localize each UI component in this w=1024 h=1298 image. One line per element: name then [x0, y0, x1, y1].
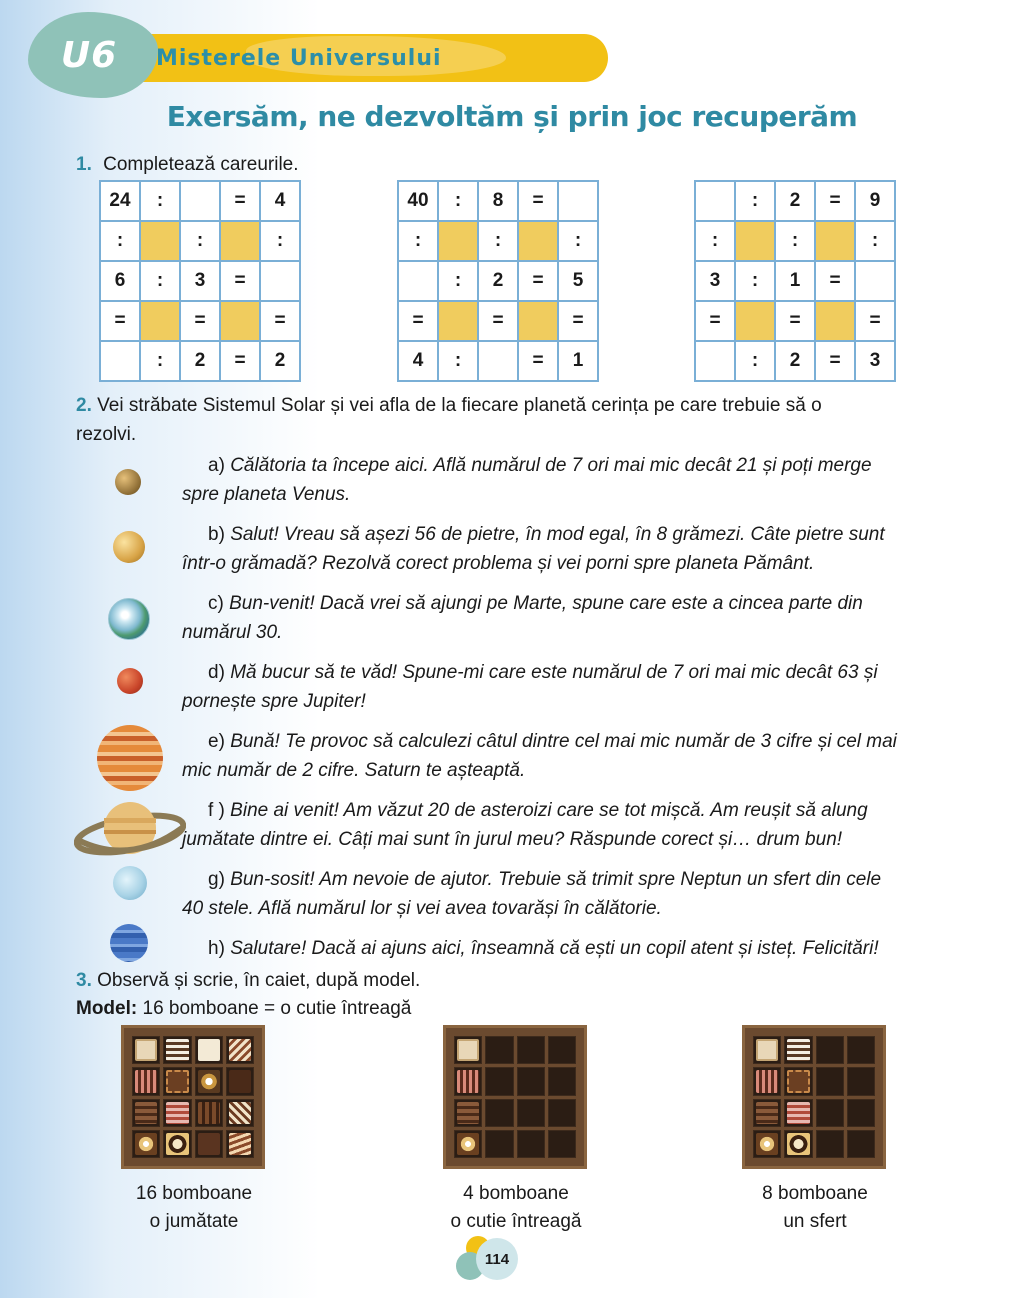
grid-cell — [695, 181, 735, 221]
grid-cell — [518, 221, 558, 261]
grid-cell: = — [775, 301, 815, 341]
candy-slot — [485, 1036, 513, 1064]
candy-icon — [198, 1039, 220, 1061]
candy-slot — [816, 1130, 844, 1158]
grid-cell: = — [815, 261, 855, 301]
candy-icon — [787, 1039, 809, 1061]
question-item — [182, 865, 932, 923]
puzzle-grid-3 — [694, 180, 896, 382]
question-line1 — [182, 451, 932, 480]
question-text: Bun-venit! Dacă vrei să ajungi pe Marte, spune care este a cincea parte din — [229, 593, 863, 614]
grid-cell — [695, 341, 735, 381]
candy-icon — [787, 1133, 809, 1155]
candy-icon — [787, 1070, 809, 1092]
candy-icon — [756, 1070, 778, 1092]
exercise-2-heading — [76, 391, 956, 420]
saturn-icon — [74, 796, 186, 862]
grid-cell: : — [100, 221, 140, 261]
candy-slot — [132, 1130, 160, 1158]
candy-box-3 — [742, 1025, 886, 1169]
grid-cell: = — [100, 301, 140, 341]
grid-cell: : — [140, 181, 180, 221]
candy-slot — [517, 1130, 545, 1158]
grid-cell: : — [478, 221, 518, 261]
grid-cell: 3 — [855, 341, 895, 381]
grid-cell: 5 — [558, 261, 598, 301]
question-label: a) — [208, 455, 225, 476]
grid-cell: = — [260, 301, 300, 341]
grid-cell: = — [220, 261, 260, 301]
candy-slot — [847, 1036, 875, 1064]
question-line1 — [182, 658, 932, 687]
exercise-3-heading — [76, 966, 420, 995]
question-item — [182, 658, 932, 716]
candy-icon — [457, 1133, 479, 1155]
candy-icon — [229, 1133, 251, 1155]
grid-cell: = — [855, 301, 895, 341]
grid-row — [398, 221, 598, 261]
candy-icon — [787, 1102, 809, 1124]
question-text: Bun-sosit! Am nevoie de ajutor. Trebuie să trimit spre Neptun un sfert din cele — [230, 869, 882, 890]
candy-icon — [229, 1039, 251, 1061]
candy-slot — [195, 1067, 223, 1095]
grid-cell: 3 — [180, 261, 220, 301]
candy-slot — [226, 1130, 254, 1158]
candy-icon — [198, 1133, 220, 1155]
question-line2: 40 stele. Află numărul lor și vei avea tovarăși în călătorie. — [182, 898, 662, 919]
question-text: Mă bucur să te văd! Spune-mi care este numărul de 7 ori mai mic decât 63 și — [230, 662, 878, 683]
grid-row — [398, 341, 598, 381]
question-label: c) — [208, 593, 224, 614]
question-line1 — [182, 865, 932, 894]
grid-cell — [518, 301, 558, 341]
candy-slot — [226, 1067, 254, 1095]
question-line2: jumătate dintre ei. Câți mai sunt în jurul meu? Răspunde corect și… drum bun! — [182, 829, 843, 850]
grid-cell — [398, 261, 438, 301]
candy-slot — [517, 1099, 545, 1127]
grid-cell: : — [140, 261, 180, 301]
candy-icon — [457, 1070, 479, 1092]
candy-icon — [135, 1070, 157, 1092]
question-line2: numărul 30. — [182, 622, 283, 643]
uranus-icon — [113, 866, 147, 900]
candy-box-caption-1 — [84, 1180, 304, 1236]
candy-box-caption-3 — [705, 1180, 925, 1236]
candy-icon — [166, 1039, 188, 1061]
grid-cell — [180, 181, 220, 221]
candy-slot — [163, 1099, 191, 1127]
candy-slot — [485, 1130, 513, 1158]
question-line2: spre planeta Venus. — [182, 484, 351, 505]
exercise-number: 1. — [76, 154, 92, 175]
grid-cell: = — [695, 301, 735, 341]
unit-title: Misterele Universului — [156, 46, 442, 71]
grid-cell: : — [180, 221, 220, 261]
question-item — [182, 934, 932, 963]
grid-row — [398, 261, 598, 301]
grid-cell: : — [558, 221, 598, 261]
question-label: g) — [208, 869, 225, 890]
grid-cell: 1 — [558, 341, 598, 381]
question-item — [182, 796, 932, 854]
candy-slot — [548, 1067, 576, 1095]
question-label: e) — [208, 731, 225, 752]
grid-cell — [260, 261, 300, 301]
candy-slot — [847, 1130, 875, 1158]
grid-cell: : — [775, 221, 815, 261]
candy-icon — [457, 1102, 479, 1124]
candy-slot — [784, 1099, 812, 1127]
candy-icon — [135, 1133, 157, 1155]
question-item — [182, 727, 932, 785]
puzzle-grid-1 — [99, 180, 301, 382]
question-text: Călătoria ta începe aici. Află numărul de 7 ori mai mic decât 21 și poți merge — [230, 455, 872, 476]
grid-cell: : — [438, 261, 478, 301]
candy-slot — [195, 1036, 223, 1064]
grid-cell: 4 — [260, 181, 300, 221]
candy-slot — [548, 1036, 576, 1064]
candy-slot — [753, 1067, 781, 1095]
venus-icon — [113, 531, 145, 563]
candy-icon — [198, 1070, 220, 1092]
grid-cell — [438, 301, 478, 341]
candy-slot — [784, 1067, 812, 1095]
question-line1 — [182, 520, 932, 549]
grid-row — [398, 301, 598, 341]
grid-cell: = — [180, 301, 220, 341]
grid-row — [100, 221, 300, 261]
grid-row — [100, 301, 300, 341]
page-number-badge — [454, 1234, 524, 1284]
candy-icon — [135, 1102, 157, 1124]
exercise-3-instruction: Observă și scrie, în caiet, după model. — [97, 970, 421, 991]
candy-slot — [163, 1067, 191, 1095]
question-line2: pornește spre Jupiter! — [182, 691, 366, 712]
candy-icon — [166, 1133, 188, 1155]
question-text: Salutare! Dacă ai ajuns aici, înseamnă că ești un copil atent și isteț. Felicitări! — [230, 938, 879, 959]
grid-cell: 8 — [478, 181, 518, 221]
grid-cell: : — [735, 341, 775, 381]
exercise-number: 2. — [76, 395, 92, 416]
grid-cell — [558, 181, 598, 221]
grid-cell — [140, 301, 180, 341]
unit-label: U6 — [60, 34, 118, 76]
exercise-2-instruction-line2: rezolvi. — [76, 424, 137, 445]
grid-cell: 1 — [775, 261, 815, 301]
grid-cell: = — [398, 301, 438, 341]
grid-row — [100, 181, 300, 221]
candy-icon — [756, 1133, 778, 1155]
grid-row — [100, 261, 300, 301]
earth-icon — [108, 598, 150, 640]
candy-slot — [132, 1067, 160, 1095]
model-label: Model: — [76, 998, 138, 1019]
grid-cell: : — [260, 221, 300, 261]
question-line1 — [182, 796, 932, 825]
grid-cell — [815, 301, 855, 341]
mars-icon — [117, 668, 143, 694]
grid-row — [100, 341, 300, 381]
question-item — [182, 520, 932, 578]
candy-slot — [132, 1036, 160, 1064]
exercise-number: 3. — [76, 970, 92, 991]
candy-slot — [195, 1099, 223, 1127]
grid-cell: : — [140, 341, 180, 381]
grid-cell — [220, 301, 260, 341]
grid-cell — [100, 341, 140, 381]
candy-slot — [195, 1130, 223, 1158]
candy-box-1 — [121, 1025, 265, 1169]
unit-badge — [28, 12, 158, 98]
grid-cell: 4 — [398, 341, 438, 381]
exercise-1-instruction: Completează careurile. — [103, 154, 299, 175]
grid-cell — [220, 221, 260, 261]
caption-line1: 8 bomboane — [762, 1183, 868, 1204]
grid-cell: 3 — [695, 261, 735, 301]
candy-slot — [517, 1067, 545, 1095]
page-title: Exersăm, ne dezvoltăm și prin joc recuperăm — [166, 100, 858, 133]
grid-cell: 2 — [180, 341, 220, 381]
grid-cell: = — [518, 341, 558, 381]
candy-slot — [226, 1036, 254, 1064]
grid-cell: : — [438, 341, 478, 381]
candy-slot — [816, 1036, 844, 1064]
candy-icon — [135, 1039, 157, 1061]
grid-cell: 2 — [775, 341, 815, 381]
grid-cell: = — [815, 341, 855, 381]
candy-slot — [816, 1067, 844, 1095]
grid-cell: 40 — [398, 181, 438, 221]
candy-icon — [756, 1102, 778, 1124]
candy-slot — [753, 1036, 781, 1064]
grid-cell: 2 — [260, 341, 300, 381]
candy-slot — [784, 1036, 812, 1064]
question-label: h) — [208, 938, 225, 959]
grid-cell: : — [438, 181, 478, 221]
grid-cell: = — [220, 181, 260, 221]
grid-cell: = — [518, 181, 558, 221]
question-line2: mic număr de 2 cifre. Saturn te așteaptă. — [182, 760, 526, 781]
question-line1 — [182, 727, 932, 756]
candy-icon — [198, 1102, 220, 1124]
candy-slot — [454, 1130, 482, 1158]
candy-slot — [163, 1130, 191, 1158]
caption-line1: 16 bomboane — [135, 1183, 253, 1204]
question-label: d) — [208, 662, 225, 683]
candy-slot — [847, 1099, 875, 1127]
question-text: Bine ai venit! Am văzut 20 de asteroizi care se tot mișcă. Am reușit să alung — [230, 800, 868, 821]
model-text: 16 bomboane = o cutie întreagă — [142, 998, 412, 1019]
candy-slot — [132, 1099, 160, 1127]
candy-slot — [753, 1130, 781, 1158]
candy-icon — [166, 1070, 188, 1092]
grid-cell: 2 — [775, 181, 815, 221]
grid-cell: = — [558, 301, 598, 341]
grid-cell — [140, 221, 180, 261]
exercise-2-instruction-line1: Vei străbate Sistemul Solar și vei afla de la fiecare planetă cerința pe care trebuie să o — [97, 395, 822, 416]
candy-icon — [457, 1039, 479, 1061]
grid-row — [695, 261, 895, 301]
grid-cell: : — [735, 181, 775, 221]
grid-cell: = — [518, 261, 558, 301]
question-item — [182, 451, 932, 509]
question-item — [182, 589, 932, 647]
question-line1 — [182, 589, 932, 618]
grid-cell — [735, 221, 775, 261]
candy-slot — [816, 1099, 844, 1127]
candy-slot — [847, 1067, 875, 1095]
grid-cell: : — [855, 221, 895, 261]
candy-slot — [485, 1099, 513, 1127]
grid-cell: : — [695, 221, 735, 261]
grid-cell: : — [735, 261, 775, 301]
candy-slot — [454, 1036, 482, 1064]
candy-slot — [226, 1099, 254, 1127]
caption-line2: un sfert — [783, 1211, 847, 1232]
question-text: Bună! Te provoc să calculezi câtul dintre cel mai mic număr de 3 cifre și cel mai — [230, 731, 897, 752]
candy-slot — [784, 1130, 812, 1158]
candy-slot — [753, 1099, 781, 1127]
candy-slot — [454, 1067, 482, 1095]
neptune-icon — [110, 924, 148, 962]
grid-cell: 2 — [478, 261, 518, 301]
grid-row — [695, 341, 895, 381]
model-line — [76, 994, 411, 1023]
question-label: b) — [208, 524, 225, 545]
grid-cell: = — [478, 301, 518, 341]
mercury-icon — [115, 469, 141, 495]
candy-box-caption-2 — [406, 1180, 626, 1236]
puzzle-grid-2 — [397, 180, 599, 382]
candy-icon — [229, 1070, 251, 1092]
candy-slot — [548, 1130, 576, 1158]
grid-cell: = — [220, 341, 260, 381]
grid-cell — [438, 221, 478, 261]
question-line1 — [182, 934, 932, 963]
caption-line1: 4 bomboane — [463, 1183, 569, 1204]
caption-line2: o jumătate — [149, 1211, 239, 1232]
candy-slot — [454, 1099, 482, 1127]
grid-cell — [815, 221, 855, 261]
candy-slot — [517, 1036, 545, 1064]
caption-line2: o cutie întreagă — [450, 1211, 582, 1232]
grid-row — [695, 181, 895, 221]
page-number-circle — [476, 1238, 518, 1280]
grid-cell: 6 — [100, 261, 140, 301]
grid-cell — [735, 301, 775, 341]
grid-cell — [478, 341, 518, 381]
grid-row — [398, 181, 598, 221]
candy-icon — [166, 1102, 188, 1124]
candy-icon — [756, 1039, 778, 1061]
candy-slot — [548, 1099, 576, 1127]
question-label: f ) — [208, 800, 225, 821]
grid-row — [695, 301, 895, 341]
grid-cell: : — [398, 221, 438, 261]
grid-cell: = — [815, 181, 855, 221]
grid-cell: 9 — [855, 181, 895, 221]
grid-cell — [855, 261, 895, 301]
candy-box-2 — [443, 1025, 587, 1169]
exercise-1-heading — [76, 150, 299, 179]
jupiter-icon — [97, 725, 163, 791]
grid-row — [695, 221, 895, 261]
grid-cell: 24 — [100, 181, 140, 221]
question-text: Salut! Vreau să așezi 56 de pietre, în mod egal, în 8 grămezi. Câte pietre sunt — [230, 524, 885, 545]
page-number: 114 — [484, 1250, 510, 1268]
candy-slot — [163, 1036, 191, 1064]
candy-slot — [485, 1067, 513, 1095]
question-line2: într-o grămadă? Rezolvă corect problema și vei porni spre planeta Pământ. — [182, 553, 815, 574]
candy-icon — [229, 1102, 251, 1124]
